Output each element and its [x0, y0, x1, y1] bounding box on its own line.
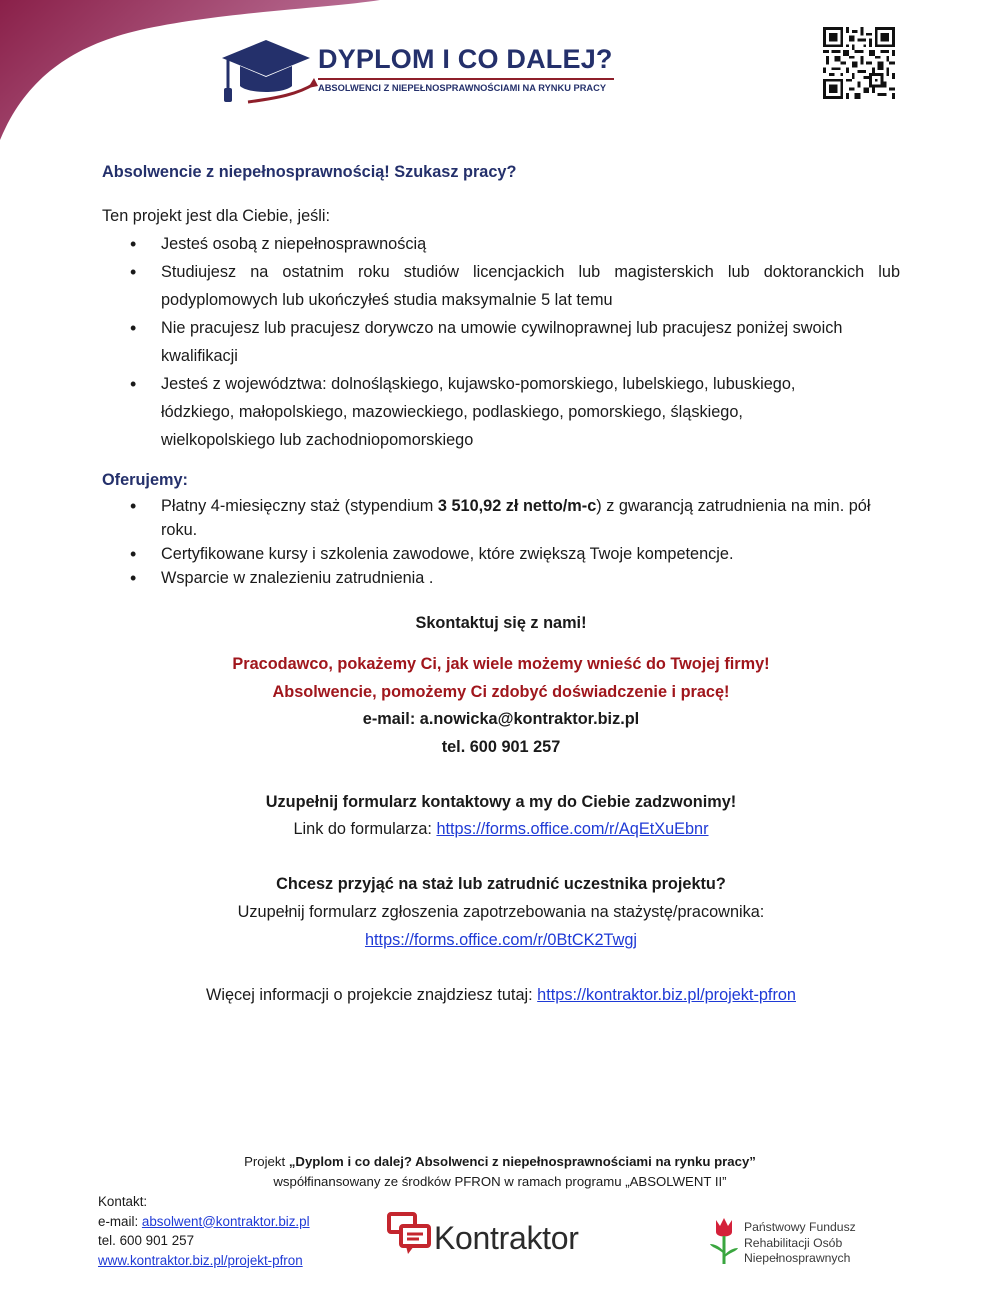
list-item: • Studiujesz na ostatnim roku studiów licencjackich lub magisterskich lub doktoranckich lub podyplomowych lub ukończyłeś studia maksymalnie 5 lat temu — [130, 258, 900, 314]
logo-subtitle: ABSOLWENCI Z NIEPEŁNOSPRAWNOŚCIAMI NA RYNKU PRACY — [318, 83, 607, 93]
form-link-row — [102, 815, 900, 843]
cofinance-text: współfinansowany ze środków PFRON w ramach programu „ABSOLWENT II” — [273, 1174, 727, 1189]
offer-text: Płatny 4-miesięczny staż (stypendium — [161, 497, 438, 515]
project-logo — [218, 28, 618, 112]
list-item: • Jesteś osobą z niepełnosprawnością — [130, 230, 900, 258]
employer-heading: Chcesz przyjąć na staż lub zatrudnić uczestnika projektu? — [276, 875, 726, 893]
offer-text: ) z gwarancją zatrudnienia na min. pół roku. — [161, 497, 871, 539]
employer-form-link[interactable]: https://forms.office.com/r/0BtCK2Twgj — [364, 931, 638, 949]
list-item: • Wsparcie w znalezieniu zatrudnienia . — [130, 566, 900, 590]
contact-email-link[interactable]: absolwent@kontraktor.biz.pl — [141, 1213, 310, 1229]
list-item: • Certyfikowane kursy i szkolenia zawodowe, które zwiększą Twoje kompetencje. — [130, 542, 900, 566]
kontraktor-wordmark: Kontraktor — [434, 1220, 579, 1256]
form-heading: Uzupełnij formularz kontaktowy a my do Ciebie zadzwonimy! — [265, 793, 737, 811]
graduate-line: Absolwencie, pomożemy Ci zdobyć doświadczenie i pracę! — [272, 683, 730, 701]
page-heading: Absolwencie z niepełnosprawnością! Szukasz pracy? — [102, 163, 517, 181]
qr-code-icon[interactable] — [823, 27, 895, 99]
offer-heading: Oferujemy: — [102, 471, 188, 489]
form-link[interactable]: https://forms.office.com/r/AqEtXuEbnr — [436, 820, 709, 838]
employer-line: Pracodawco, pokażemy Ci, jak wiele możemy wnieść do Twojej firmy! — [232, 655, 770, 673]
list-item — [130, 494, 900, 542]
more-info-row — [102, 981, 900, 1009]
pfron-line: Państwowy Fundusz — [744, 1220, 856, 1234]
offer-list — [130, 494, 900, 590]
more-info-link[interactable]: https://kontraktor.biz.pl/projekt-pfron — [537, 986, 796, 1004]
email-label: e-mail: — [98, 1213, 142, 1229]
form-link-label: Link do formularza: — [293, 820, 437, 838]
main-content — [102, 158, 900, 590]
employer-link-row — [102, 926, 900, 954]
logo-divider — [318, 78, 614, 80]
employer-text: Uzupełnij formularz zgłoszenia zapotrzebowania na stażystę/pracownika: — [237, 903, 765, 921]
contact-label: Kontakt: — [98, 1194, 148, 1209]
contact-heading: Skontaktuj się z nami! — [415, 614, 587, 632]
project-footer — [100, 1152, 900, 1192]
contact-email-row — [98, 1212, 310, 1232]
intro-text: Ten projekt jest dla Ciebie, jeśli: — [102, 207, 331, 225]
tulip-icon — [708, 1214, 742, 1266]
pfron-wordmark — [744, 1220, 856, 1267]
graduation-cap-icon — [218, 28, 318, 112]
eligibility-list — [130, 230, 900, 454]
more-info-label: Więcej informacji o projekcie znajdziesz tutaj: — [205, 986, 538, 1004]
list-item: • Nie pracujesz lub pracujesz dorywczo na umowie cywilnoprawnej lub pracujesz poniżej swoich kwalifikacji — [130, 314, 900, 370]
contact-website-link[interactable]: www.kontraktor.biz.pl/projekt-pfron — [98, 1252, 303, 1268]
stipend-amount: 3 510,92 zł netto/m-c — [437, 497, 597, 515]
logo-title: DYPLOM I CO DALEJ? — [318, 44, 613, 74]
contact-phone: tel. 600 901 257 — [98, 1233, 195, 1248]
footer-contact — [98, 1192, 310, 1270]
email-line: e-mail: a.nowicka@kontraktor.biz.pl — [362, 710, 640, 728]
kontraktor-logo — [386, 1210, 606, 1266]
phone-line: tel. 600 901 257 — [441, 738, 561, 756]
speech-bubbles-icon — [386, 1210, 434, 1260]
pfron-line: Niepełnosprawnych — [744, 1251, 851, 1265]
pfron-line: Rehabilitacji Osób — [744, 1235, 843, 1250]
list-item: • Jesteś z województwa: dolnośląskiego, kujawsko-pomorskiego, lubelskiego, lubuskiego, łódzkiego, małopolskiego, mazowieckiego, podlaskiego, pomorskiego, śląskiego, wielkopolskiego lub zachodniopomorskiego — [130, 370, 900, 454]
pfron-logo — [708, 1214, 868, 1274]
project-prefix: Projekt — [244, 1154, 289, 1169]
project-name: „Dyplom i co dalej? Absolwenci z niepełnosprawnościami na rynku pracy” — [288, 1154, 756, 1169]
project-name-row — [100, 1152, 900, 1172]
